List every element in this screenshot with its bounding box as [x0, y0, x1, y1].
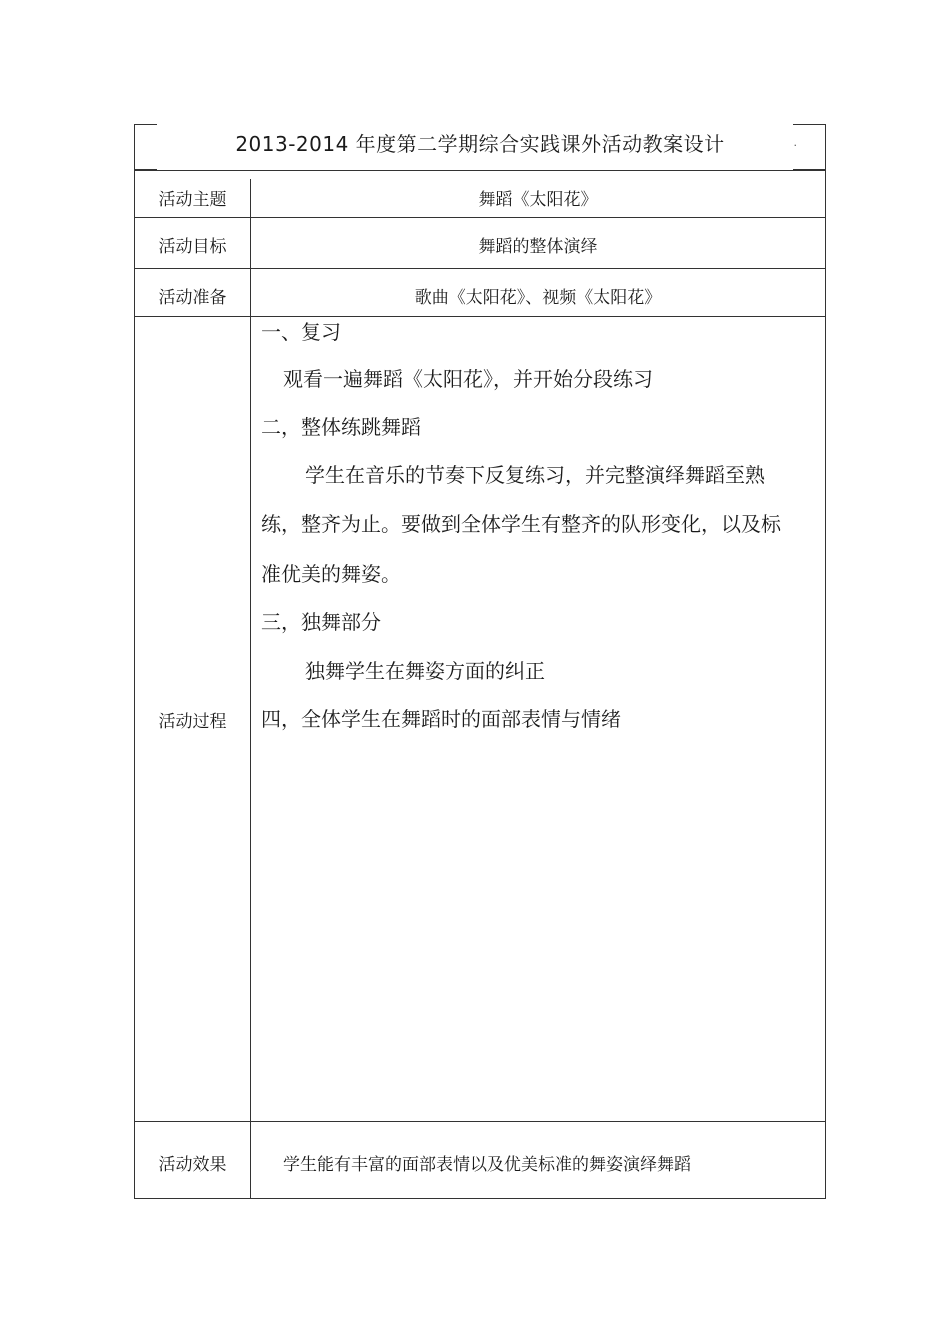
- process-text-practice-2: 练，整齐为止。要做到全体学生有整齐的队形变化，以及标: [261, 512, 781, 536]
- row-prep: [135, 268, 825, 317]
- process-text-review: 观看一遍舞蹈《太阳花》，并开始分段练习: [283, 367, 653, 391]
- value-theme: 舞蹈《太阳花》: [478, 190, 598, 210]
- label-goal: 活动目标: [158, 237, 227, 257]
- document-title: 2013-2014 年度第二学期综合实践课外活动教案设计: [235, 132, 725, 156]
- process-heading-solo: 三，独舞部分: [261, 610, 381, 634]
- column-divider: [250, 1122, 251, 1199]
- value-prep: 歌曲《太阳花》、视频《太阳花》: [414, 288, 662, 308]
- corner-mark: .: [793, 136, 797, 149]
- table-border-segment: [793, 124, 826, 125]
- label-theme: 活动主题: [158, 190, 227, 210]
- process-text-solo: 独舞学生在舞姿方面的纠正: [305, 659, 545, 683]
- column-divider: [250, 317, 251, 1122]
- value-goal: 舞蹈的整体演绎: [478, 237, 598, 257]
- row-theme: [135, 170, 825, 218]
- label-effect: 活动效果: [158, 1155, 227, 1175]
- row-effect: [135, 1121, 825, 1199]
- title-row: [135, 124, 825, 170]
- label-process: 活动过程: [158, 712, 227, 732]
- table-border-segment: [134, 124, 157, 125]
- process-heading-expression: 四，全体学生在舞蹈时的面部表情与情绪: [261, 707, 621, 731]
- row-goal: [135, 217, 825, 268]
- process-heading-review: 一、复习: [261, 320, 341, 344]
- label-prep: 活动准备: [158, 288, 227, 308]
- process-heading-practice: 二，整体练跳舞蹈: [261, 415, 421, 439]
- value-effect: 学生能有丰富的面部表情以及优美标准的舞姿演绎舞蹈: [283, 1155, 691, 1175]
- lesson-plan-table: [134, 124, 826, 1199]
- process-text-practice-3: 准优美的舞姿。: [261, 562, 401, 586]
- process-text-practice-1: 学生在音乐的节奏下反复练习，并完整演绎舞蹈至熟: [305, 463, 765, 487]
- row-process: [135, 316, 825, 1122]
